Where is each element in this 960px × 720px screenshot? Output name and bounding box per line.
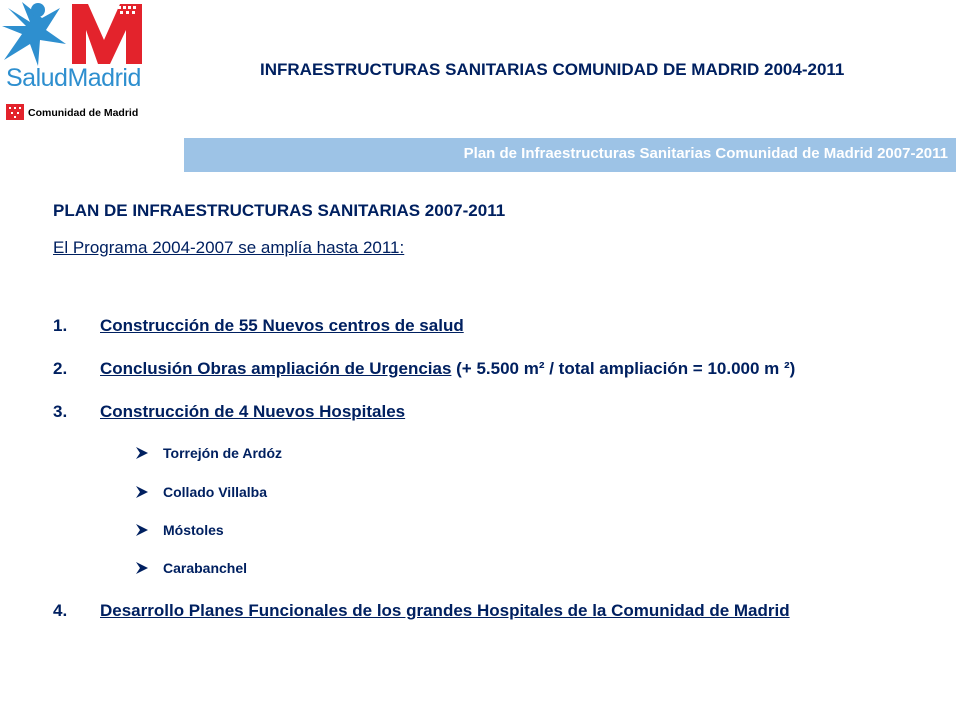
list-item-number: 2. [53,359,68,378]
arrow-bullet-icon [135,485,149,499]
list-item [53,601,790,621]
list-item-number: 3. [53,402,68,421]
list-item-number: 4. [53,601,68,620]
saludmadrid-wordmark: SaludMadrid [6,64,141,92]
arrow-bullet-icon [135,446,149,460]
comunidad-madrid-label: Comunidad de Madrid [28,107,139,119]
list-item [53,402,405,422]
list-item-number: 1. [53,316,68,335]
hospital-item [135,445,282,461]
arrow-bullet-icon [135,523,149,537]
intro-text: El Programa 2004-2007 se amplía hasta 2011: [53,238,405,257]
list-item-text: Conclusión Obras ampliación de Urgencias [100,359,452,378]
comunidad-madrid-flag-icon [6,104,24,120]
hospital-name: Móstoles [163,522,224,538]
section-heading: PLAN DE INFRAESTRUCTURAS SANITARIAS 2007-2011 [53,201,506,220]
subtitle-text: Plan de Infraestructuras Sanitarias Comunidad de Madrid 2007-2011 [463,145,948,162]
hospital-item [135,522,224,538]
list-item-text: Construcción de 4 Nuevos Hospitales [100,402,406,421]
subtitle-banner [184,138,956,172]
page-title: INFRAESTRUCTURAS SANITARIAS COMUNIDAD DE MADRID 2004-2011 [260,60,845,79]
list-item-extra: (+ 5.500 m² / total ampliación = 10.000 m ²) [451,359,796,378]
arrow-bullet-icon [135,561,149,575]
list-item-text: Construcción de 55 Nuevos centros de salud [100,316,464,335]
hospital-item [135,484,267,500]
list-item [53,316,464,336]
list-item [53,359,795,379]
saludmadrid-logo-mark [0,0,150,70]
hospital-name: Collado Villalba [163,484,267,500]
hospital-item [135,560,247,576]
saludmadrid-logo [0,0,150,125]
hospital-name: Carabanchel [163,560,248,576]
list-item-text: Desarrollo Planes Funcionales de los grandes Hospitales de la Comunidad de Madrid [100,601,790,620]
hospital-name: Torrejón de Ardóz [163,445,282,461]
